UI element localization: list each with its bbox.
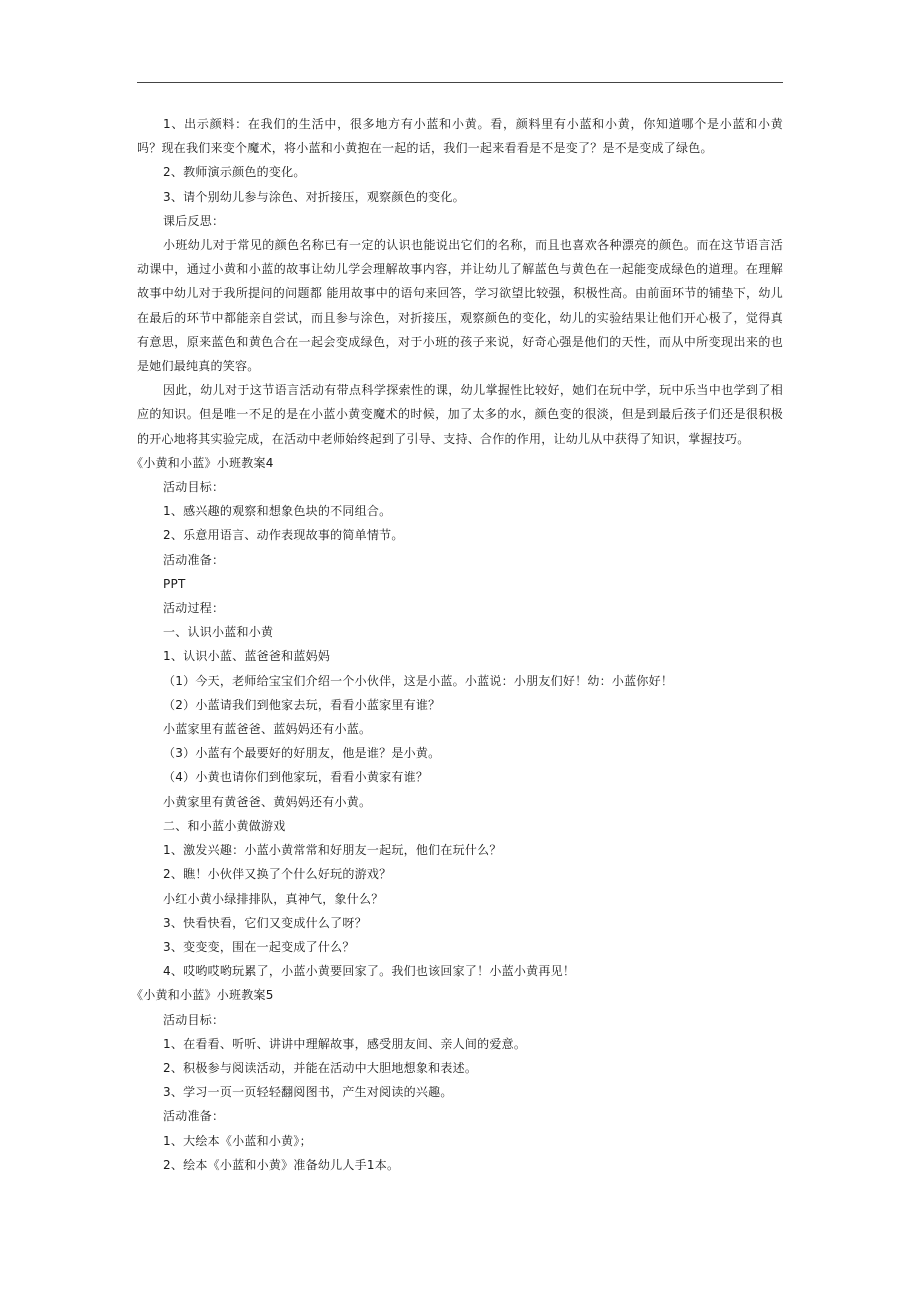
list-item: 2、积极参与阅读活动，并能在活动中大胆地想象和表述。: [163, 1060, 478, 1075]
list-item: （4）小黄也请你们到他家玩，看看小黄家有谁？: [163, 770, 429, 785]
paragraph: 小班幼儿对于常见的颜色名称已有一定的认识也能说出它们的名称，而且也喜欢各种漂亮的颜色。而在这节语言活动课中，通过小黄和小蓝的故事让幼儿学会理解故事内容，并让幼儿了解蓝色与黄色在一起能变成绿色的道理。在理解故事中幼儿对于我所提问的问题都 能用故事中的语句来回答，学习欲望比较强，积极性高。由前面环节的铺垫下，幼儿在最后的环节中都能亲自尝试，而且参与涂色，对折接压，观察颜色的变化，幼儿的实验结果让他们开心极了，觉得真有意思，原来蓝色和黄色合在一起会变成绿色，对于小班的孩子来说，好奇心强是他们的天性，而从中所变现出来的也是她们最纯真的笑容。: [137, 238, 783, 374]
paragraph: 因此，幼儿对于这节语言活动有带点科学探索性的课，幼儿掌握性比较好，她们在玩中学，玩中乐当中也学到了相应的知识。但是唯一不足的是在小蓝小黄变魔术的时候，加了太多的水，颜色变的很淡，但是到最后孩子们还是很积极的开心地将其实验完成，在活动中老师始终起到了引导、支持、合作的作用，让幼儿从中获得了知识，掌握技巧。: [137, 383, 783, 446]
list-item: 一、认识小蓝和小黄: [163, 625, 274, 640]
section-label: 活动目标：: [163, 1012, 225, 1027]
list-item: 小红小黄小绿排排队，真神气，象什么？: [163, 891, 384, 906]
list-item: （3）小蓝有个最要好的好朋友，他是谁？是小黄。: [163, 746, 441, 761]
list-item: （1）今天，老师给宝宝们介绍一个小伙伴，这是小蓝。小蓝说：小朋友们好！幼：小蓝你好！: [163, 673, 674, 688]
list-item: 二、和小蓝小黄做游戏: [163, 818, 286, 833]
list-item: 1、认识小蓝、蓝爸爸和蓝妈妈: [163, 649, 331, 664]
list-item: 3、变变变，围在一起变成了什么？: [163, 939, 355, 954]
list-item: PPT: [163, 576, 186, 591]
section-label: 活动准备：: [163, 1109, 225, 1124]
list-item: 2、乐意用语言、动作表现故事的简单情节。: [163, 528, 404, 543]
list-item: 小蓝家里有蓝爸爸、蓝妈妈还有小蓝。: [163, 722, 372, 737]
list-item: 2、绘本《小蓝和小黄》准备幼儿人手1本。: [163, 1157, 400, 1172]
paragraph: 2、教师演示颜色的变化。: [163, 165, 306, 180]
list-item: 2、瞧！小伙伴又换了个什么好玩的游戏？: [163, 867, 392, 882]
paragraph: 1、出示颜料：在我们的生活中，很多地方有小蓝和小黄。看，颜料里有小蓝和小黄，你知道哪个是小蓝和小黄吗？现在我们来变个魔术，将小蓝和小黄抱在一起的话，我们一起来看看是不是变了？是不是变成了绿色。: [137, 117, 783, 156]
list-item: 1、激发兴趣：小蓝小黄常常和好朋友一起玩，他们在玩什么？: [163, 843, 502, 858]
list-item: 3、学习一页一页轻轻翻阅图书，产生对阅读的兴趣。: [163, 1085, 453, 1100]
header-rule: [137, 82, 783, 83]
paragraph: 3、请个别幼儿参与涂色、对折接压，观察颜色的变化。: [163, 189, 465, 204]
list-item: 1、大绘本《小蓝和小黄》；: [163, 1133, 312, 1148]
list-item: 1、感兴趣的观察和想象色块的不同组合。: [163, 504, 392, 519]
list-item: 4、哎哟哎哟玩累了，小蓝小黄要回家了。我们也该回家了！小蓝小黄再见！: [163, 964, 576, 979]
list-item: 小黄家里有黄爸爸、黄妈妈还有小黄。: [163, 794, 372, 809]
list-item: 3、快看快看，它们又变成什么了呀？: [163, 915, 367, 930]
section-label: 课后反思：: [163, 213, 225, 228]
list-item: （2）小蓝请我们到他家去玩，看看小蓝家里有谁？: [163, 697, 441, 712]
list-item: 1、在看看、听听、讲讲中理解故事，感受朋友间、亲人间的爱意。: [163, 1036, 527, 1051]
lesson-heading: 《小黄和小蓝》小班教案5: [131, 988, 274, 1003]
section-label: 活动目标：: [163, 480, 225, 495]
lesson-heading: 《小黄和小蓝》小班教案4: [131, 455, 274, 470]
section-label: 活动准备：: [163, 552, 225, 567]
document-body: [131, 112, 783, 1177]
section-label: 活动过程：: [163, 601, 225, 616]
